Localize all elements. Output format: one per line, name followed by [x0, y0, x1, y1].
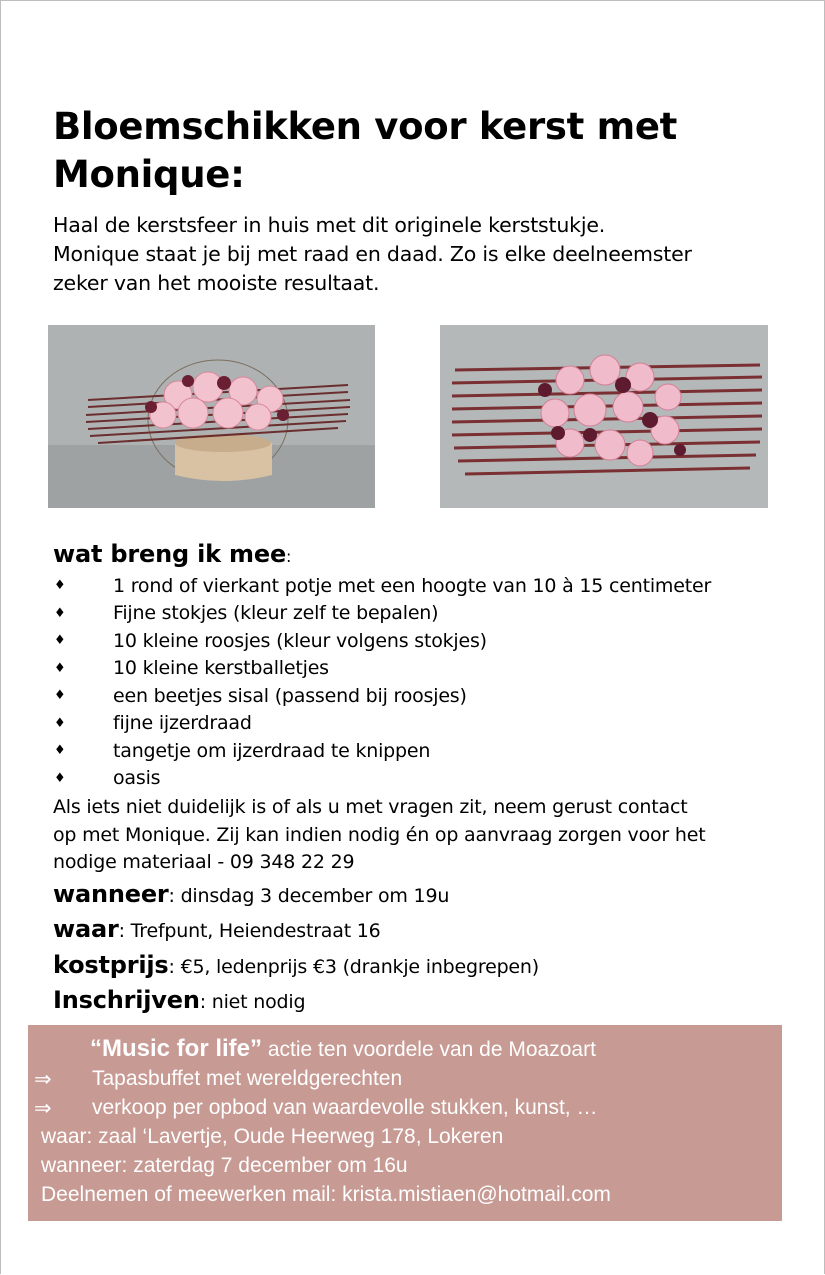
cost-row: [53, 951, 539, 979]
where-label: waar: [53, 915, 119, 943]
list-item-text: fijne ijzerdraad: [113, 712, 252, 735]
list-item: [53, 737, 813, 765]
cost-value: : €5, ledenprijs €3 (drankje inbegrepen): [168, 956, 539, 978]
banner-where: waar: zaal ‘Lavertje, Oude Heerweg 178, Lokeren: [41, 1125, 504, 1148]
banner-list-item-text: Tapasbuffet met wereldgerechten: [92, 1067, 403, 1090]
diamond-bullet-icon: ♦: [54, 770, 66, 786]
banner-when: wanneer: zaterdag 7 december om 16u: [41, 1154, 408, 1177]
what-to-bring-heading-text: wat breng ik mee: [53, 540, 287, 568]
music-for-life-banner: [28, 1025, 782, 1221]
heading-colon: :: [286, 547, 292, 566]
banner-title-emphasis: “Music for life”: [90, 1035, 263, 1062]
diamond-bullet-icon: ♦: [54, 688, 66, 704]
when-row: [53, 880, 449, 908]
contact-line: Als iets niet duidelijk is of als u met vragen zit, neem gerust contact: [53, 796, 688, 818]
intro-line: Haal de kerstsfeer in huis met dit originele kerststukje.: [53, 213, 606, 237]
page-title: Bloemschikken voor kerst met Monique:: [53, 105, 678, 196]
registration-label: Inschrijven: [53, 986, 200, 1014]
banner-title: [90, 1035, 596, 1063]
flower-arrangement-photo-pot: [48, 325, 375, 508]
banner-list-item: [34, 1067, 402, 1092]
diamond-bullet-icon: ♦: [54, 715, 66, 731]
list-item-text: 10 kleine roosjes (kleur volgens stokjes): [113, 629, 487, 652]
list-item: [53, 765, 813, 793]
cost-label: kostprijs: [53, 951, 169, 979]
registration-row: [53, 986, 305, 1014]
where-row: [53, 915, 381, 943]
flower-arrangement-photo-top: [440, 325, 768, 508]
diamond-bullet-icon: ♦: [54, 578, 66, 594]
list-item: [53, 710, 813, 738]
supplies-list: [53, 572, 813, 792]
when-label: wanneer: [53, 880, 169, 908]
intro-line: Monique staat je bij met raad en daad. Zo is elke deelneemster: [53, 242, 692, 266]
list-item: [53, 600, 813, 628]
diamond-bullet-icon: ♦: [54, 660, 66, 676]
list-item: [53, 627, 813, 655]
banner-list-item: [34, 1096, 597, 1121]
list-item-text: 10 kleine kerstballetjes: [113, 657, 329, 680]
list-item: [53, 682, 813, 710]
contact-line: nodige materiaal - 09 348 22 29: [53, 851, 355, 873]
what-to-bring-heading: [53, 540, 291, 568]
diamond-bullet-icon: ♦: [54, 605, 66, 621]
list-item-text: 1 rond of vierkant potje met een hoogte van 10 à 15 centimeter: [113, 574, 712, 597]
list-item-text: oasis: [113, 767, 161, 790]
banner-title-rest: actie ten voordele van de Moazoart: [262, 1038, 596, 1061]
list-item-text: een beetjes sisal (passend bij roosjes): [113, 684, 467, 707]
contact-paragraph: [53, 794, 813, 877]
list-item-text: Fijne stokjes (kleur zelf te bepalen): [113, 602, 439, 625]
contact-line: op met Monique. Zij kan indien nodig én op aanvraag zorgen voor het: [53, 823, 706, 846]
banner-contact-email: Deelnemen of meewerken mail: krista.mistiaen@hotmail.com: [41, 1183, 611, 1206]
when-value: : dinsdag 3 december om 19u: [168, 885, 450, 907]
diamond-bullet-icon: ♦: [54, 633, 66, 649]
intro-paragraph: [53, 211, 793, 298]
double-arrow-icon: ⇒: [34, 1097, 52, 1120]
banner-list-item-text: verkoop per opbod van waardevolle stukken, kunst, …: [92, 1096, 598, 1119]
list-item: [53, 572, 813, 600]
list-item-text: tangetje om ijzerdraad te knippen: [113, 739, 431, 762]
registration-value: : niet nodig: [199, 991, 306, 1013]
diamond-bullet-icon: ♦: [54, 743, 66, 759]
where-value: : Trefpunt, Heiendestraat 16: [118, 920, 381, 942]
list-item: [53, 655, 813, 683]
intro-line: zeker van het mooiste resultaat.: [53, 271, 380, 295]
double-arrow-icon: ⇒: [34, 1068, 52, 1091]
